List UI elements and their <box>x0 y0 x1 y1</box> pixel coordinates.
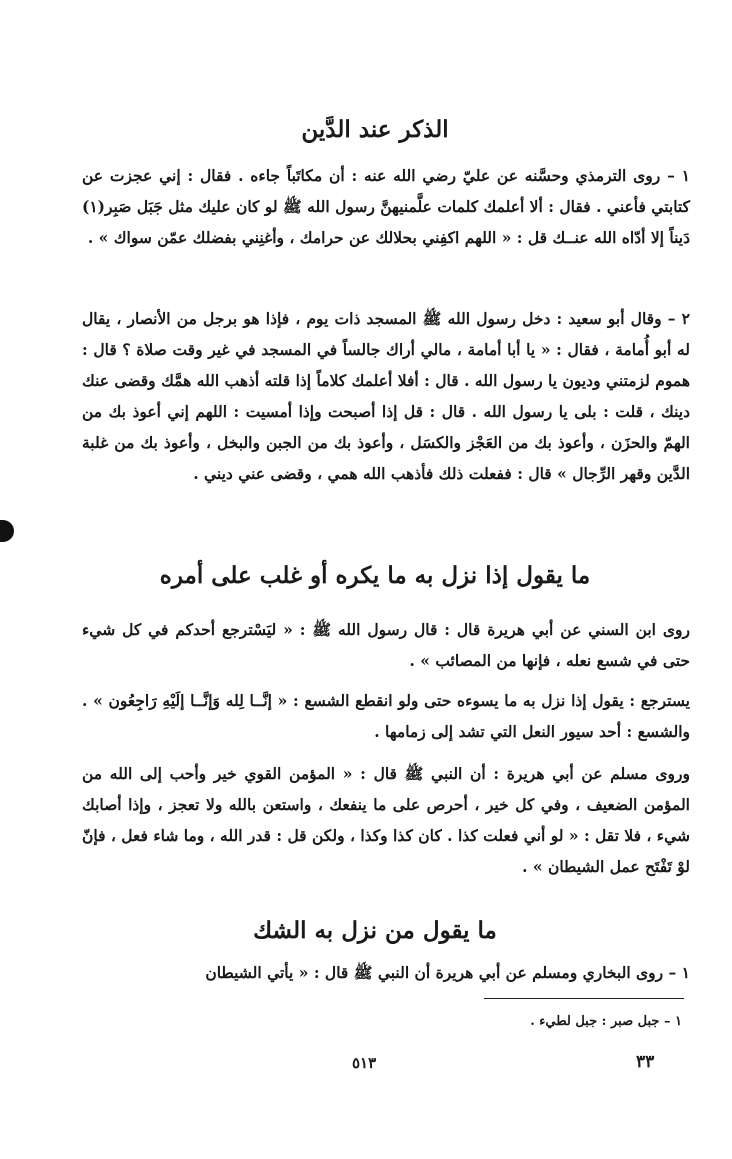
section-heading-2: ما يقول إذا نزل به ما يكره أو غلب على أمره <box>159 562 591 589</box>
section-heading-3: ما يقول من نزل به الشك <box>253 917 497 944</box>
page-number-right: ٣٣ <box>636 1052 655 1072</box>
paragraph-3-1: ١ – روى البخاري ومسلم عن أبي هريرة أن النبي ﷺ قال : « يأتي الشيطان <box>205 963 690 982</box>
footnote: ١ – جبل صبر : جبل لطيء . <box>530 1014 682 1029</box>
paragraph-2-3: وروى مسلم عن أبي هريرة : أن النبي ﷺ قال : « المؤمن القوي خير وأحب إلى الله من المؤمن الضعيف ، وفي كل خير ، أحرص على ما ينفعك ، واستعن بالله ولا تعجز ، وإذا أصابك شيء ، فلا تقل : « لو أني فعلت كذا . كان كذا وكذا ، ولكن قل : قدر الله ، وما شاء فعل ، فإنّ لوْ تَفْتَح عمل الشيطان » . <box>82 764 690 876</box>
paragraph-2-2: يسترجع : يقول إذا نزل به ما يسوءه حتى ولو انقطع الشسع : « إنَّــا لِله وَإنَّــا إلَيْهِ رَاجِعُون » . والشسع : أحد سيور النعل التي تشد إلى زمامها . <box>82 691 690 741</box>
paragraph-1-2: ٢ – وقال أبو سعيد : دخل رسول الله ﷺ المسجد ذات يوم ، فإذا هو برجل من الأنصار ، يقال له أبو أُمامة ، فقال : « يا أبا أمامة ، مالي أراك جالساً في المسجد في غير وقت صلاة ؟ قال : هموم لزمتني وديون يا رسول الله . قال : أفلا أعلمك كلاماً إذا قلته أذهب الله همَّك وقضى عنك دينك ، قلت : بلى يا رسول الله . قال : قل إذا أصبحت وإذا أمسيت : اللهم إني أعوذ بك من الهمّ والحزَن ، وأعوذ بك من العَجْز والكسَل ، وأعوذ بك من الجبن والبخل ، وأعوذ بك من غلبة الدَّين وقهر الرِّجال » قال : ففعلت ذلك فأذهب الله همي ، وقضى عني ديني . <box>82 309 690 483</box>
page-number-left: ٥١٣ <box>352 1054 377 1072</box>
binding-hole-mark <box>0 520 14 542</box>
page-title: الذكر عند الدَّين <box>301 116 449 143</box>
paragraph-2-1: روى ابن السني عن أبي هريرة قال : قال رسول الله ﷺ : « ليَسْترجع أحدكم في كل شيء حتى في شسع نعله ، فإنها من المصائب » . <box>82 620 690 670</box>
footnote-divider <box>484 998 684 999</box>
paragraph-1-1: ١ – روى الترمذي وحسَّنه عن عليّ رضي الله عنه : أن مكاتَباً جاءه . فقال : إني عجزت عن كتابتي فأعني . فقال : ألا أعلمك كلمات علَّمنيهنَّ رسول الله ﷺ لو كان عليك مثل جَبَل صَبِر(١) دَيناً إلا أدّاه الله عنــك قل : « اللهم اكفِني بحلالك عن حرامك ، وأغنِني بفضلك عمّن سواك » . <box>82 166 690 247</box>
